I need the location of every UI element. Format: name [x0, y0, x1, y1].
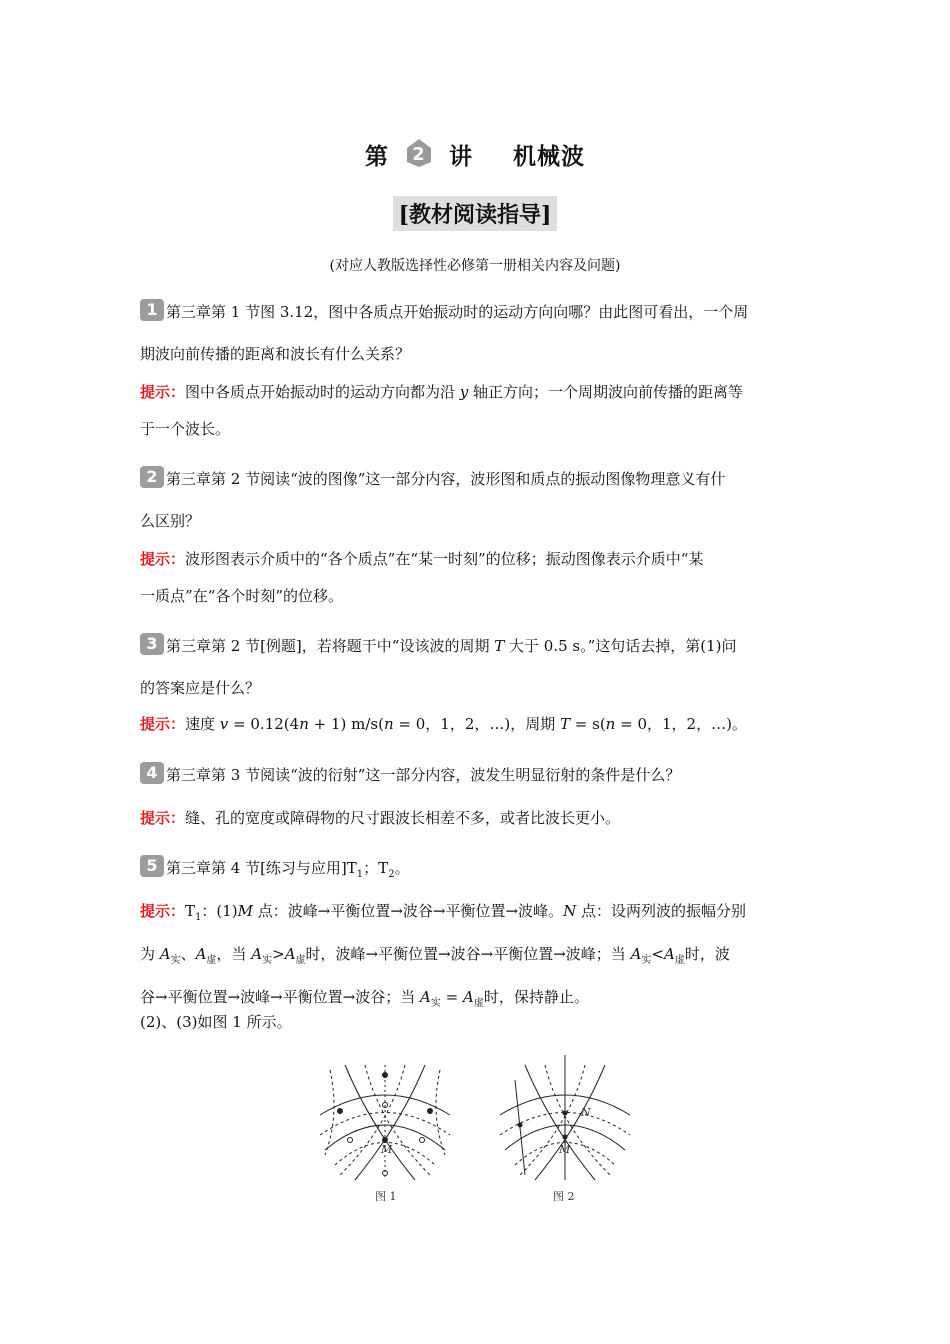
question-3 [140, 625, 812, 709]
hint-text: 时，波 [684, 945, 730, 963]
hint-text: T [185, 902, 196, 920]
question-variable: T [494, 637, 505, 655]
hint-text: 、 [180, 945, 196, 963]
title-part2: 讲 [449, 143, 473, 170]
hint-text: = s( [570, 715, 606, 733]
node-point [563, 1111, 567, 1115]
hint-text: = 0，1，2，…)，周期 [393, 715, 560, 733]
page-title [0, 138, 950, 171]
hint-text: 时，波峰→平衡位置→波谷→平衡位置→波峰；当 [305, 945, 631, 963]
subscript: 2 [388, 869, 395, 880]
hint-variable: T [560, 715, 571, 733]
label-M: M [559, 1143, 571, 1156]
hint-variable: n [383, 715, 394, 733]
hint-variable: A [463, 988, 474, 1006]
hint-variable: A [630, 945, 642, 963]
title-part1: 第 [364, 143, 389, 170]
wave-front-dashed [325, 1070, 334, 1155]
hint-5-line4 [140, 1004, 812, 1041]
hint-text: 谷→平衡位置→波峰→平衡位置→波谷；当 [140, 988, 421, 1006]
hint-variable: v [219, 715, 229, 733]
hint-text: 图中各质点开始振动时的运动方向都为沿 [185, 383, 460, 401]
subscript: 实 [170, 955, 181, 966]
hint-variable: A [284, 945, 296, 963]
hint-text: 点：波峰→平衡位置→波谷→平衡位置→波峰。 [253, 902, 564, 920]
question-text: 第三章第 2 节[例题]，若将题干中“设该波的周期 [166, 637, 495, 655]
trough-point [348, 1138, 353, 1143]
hint-variable: n [605, 715, 616, 733]
hint-text: = [440, 988, 463, 1006]
title-part3: 机械波 [513, 143, 586, 170]
subscript: 虚 [206, 955, 217, 966]
hint-variable: y [459, 383, 469, 401]
hint-label: 提示： [140, 383, 186, 401]
hint-variable: A [420, 988, 431, 1006]
hint-text: 时，保持静止。 [483, 988, 589, 1006]
crest-point [428, 1109, 433, 1114]
hint-text: (2)、(3)如图 1 所示。 [140, 1013, 292, 1031]
question-text: 第三章第 3 节阅读“波的衍射”这一部分内容，波发生明显衍射的条件是什么？ [166, 766, 681, 784]
question-5 [140, 847, 812, 896]
hint-4 [140, 800, 812, 837]
question-number-badge: 3 [140, 633, 164, 655]
hint-text: 点：设两列波的振幅分别 [576, 902, 746, 920]
subscript: 实 [641, 955, 652, 966]
subscript: 1 [195, 912, 202, 923]
hint-label: 提示： [140, 715, 186, 733]
hint-variable: A [664, 945, 675, 963]
hint-variable: A [195, 945, 207, 963]
figure-2-caption: 图 2 [553, 1190, 575, 1203]
hint-text: > [272, 945, 285, 963]
label-M: M [381, 1143, 393, 1156]
hint-3 [140, 706, 812, 743]
hint-label: 提示： [140, 902, 186, 920]
question-text: 第三章第 2 节阅读“波的图像”这一部分内容，波形图和质点的振动图像物理意义有什 [166, 470, 726, 488]
lecture-number-badge [404, 138, 434, 168]
hint-text: 为 [140, 945, 160, 963]
question-text: 的答案应是什么？ [140, 679, 261, 697]
hint-text: + 1) m/s( [308, 715, 384, 733]
hint-text: = 0.12(4 [228, 715, 300, 733]
hint-text: 于一个波长。 [140, 420, 231, 438]
hint-5 [140, 893, 812, 1022]
hint-text: ：(1) [201, 902, 238, 920]
subscript: 虚 [674, 955, 685, 966]
question-4 [140, 754, 812, 796]
question-text: 么区别？ [140, 512, 201, 530]
hint-variable: A [159, 945, 171, 963]
hint-variable: N [563, 902, 577, 920]
hint-text: 速度 [185, 715, 220, 733]
section-heading [0, 196, 950, 231]
hint-text: 轴正方向；一个周期波向前传播的距离等 [468, 383, 744, 401]
hint-label: 提示： [140, 809, 186, 827]
trough-point [420, 1138, 425, 1143]
question-text: 第三章第 4 节[练习与应用]T [166, 859, 357, 877]
question-number-badge: 5 [140, 855, 164, 877]
hint-1 [140, 374, 812, 448]
node-point [518, 1123, 522, 1127]
question-number-badge: 1 [140, 299, 164, 321]
question-text: ；T [363, 859, 389, 877]
subscript: 虚 [295, 955, 306, 966]
hint-2 [140, 541, 812, 615]
subscript: 虚 [473, 998, 484, 1009]
wave-front-solid [525, 1065, 595, 1180]
question-2 [140, 458, 812, 542]
figure-2 [500, 1055, 630, 1180]
subscript: 实 [430, 998, 441, 1009]
hint-label: 提示： [140, 550, 186, 568]
wave-front-solid [355, 1065, 425, 1180]
wave-interference-figures [310, 1055, 640, 1205]
question-1 [140, 291, 812, 375]
section-heading-text: [教材阅读指导] [393, 196, 558, 231]
hint-text: 缝、孔的宽度或障碍物的尺寸跟波长相差不多，或者比波长更小。 [185, 809, 621, 827]
wave-front-solid [345, 1065, 415, 1180]
label-N: N [581, 1106, 591, 1119]
badge-number: 2 [412, 144, 426, 165]
question-text: 大于 0.5 s。”这句话去掉，第(1)问 [504, 637, 737, 655]
wave-front-dashed [436, 1070, 445, 1155]
crest-point [338, 1109, 343, 1114]
question-text: 。 [394, 859, 410, 877]
hint-text: 波形图表示介质中的“各个质点”在“某一时刻”的位移；振动图像表示介质中“某 [185, 550, 704, 568]
question-text: 第三章第 1 节图 3.12，图中各质点开始振动时的运动方向向哪？由此图可看出，一个周 [166, 303, 749, 321]
hint-variable: M [237, 902, 254, 920]
figure-1-caption: 图 1 [375, 1190, 397, 1203]
question-number-badge: 4 [140, 762, 164, 784]
hint-text: 一质点”在“各个时刻”的位移。 [140, 587, 344, 605]
wave-front-solid [535, 1065, 605, 1180]
hint-text: < [651, 945, 664, 963]
figure-1 [320, 1065, 450, 1180]
hint-text: = 0，1，2，…)。 [615, 715, 747, 733]
subscript: 实 [262, 955, 273, 966]
hint-variable: n [299, 715, 309, 733]
question-number-badge: 2 [140, 466, 164, 488]
question-text: 期波向前传播的距离和波长有什么关系？ [140, 345, 411, 363]
section-note: (对应人教版选择性必修第一册相关内容及问题) [329, 258, 621, 274]
hint-text: ，当 [216, 945, 252, 963]
subscript: 1 [356, 869, 364, 880]
node-point [563, 1135, 567, 1139]
hint-variable: A [251, 945, 263, 963]
